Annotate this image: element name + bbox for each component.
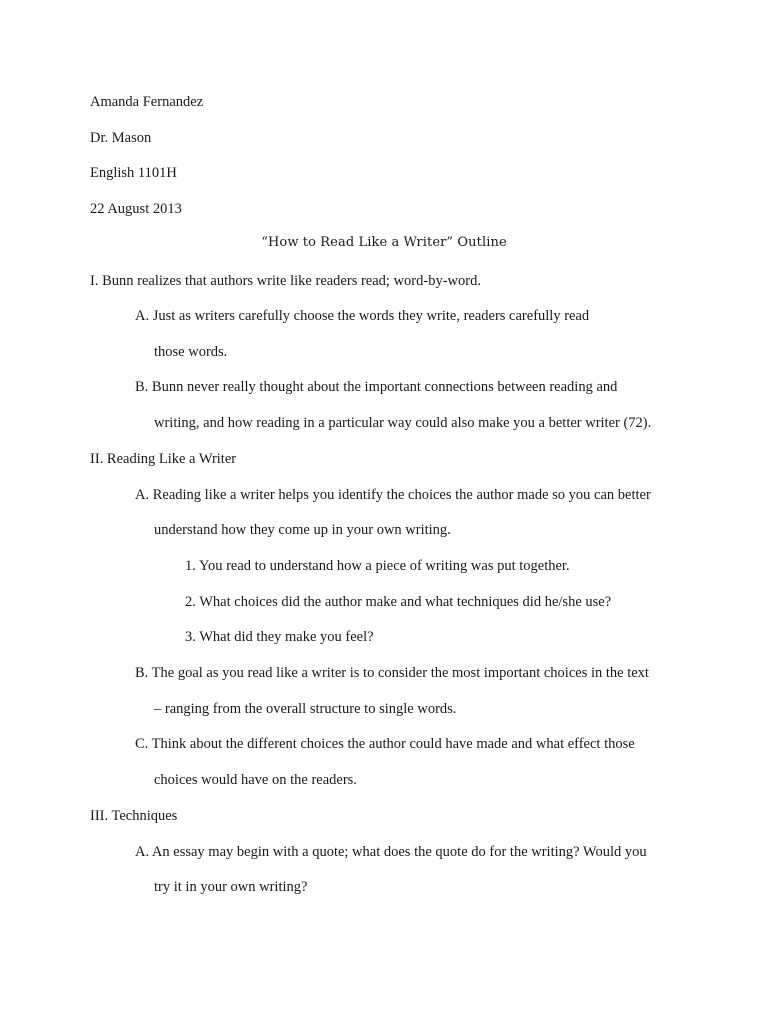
course-name: English 1101H [90, 165, 177, 181]
instructor-name: Dr. Mason [90, 130, 152, 146]
section-1-point-b-line-2: writing, and how reading in a particular way could also make you a better writer (72). [154, 415, 652, 431]
section-2-heading: II. Reading Like a Writer [90, 451, 237, 467]
section-1-point-b-line-1: B. Bunn never really thought about the important connections between reading and [135, 379, 618, 395]
section-1-point-a-line-1: A. Just as writers carefully choose the words they write, readers carefully read [135, 308, 590, 324]
section-3-point-a-line-1: A. An essay may begin with a quote; what does the quote do for the writing? Would you [135, 844, 647, 860]
section-2-point-b-line-2: – ranging from the overall structure to single words. [154, 701, 457, 717]
section-3-heading: III. Techniques [90, 808, 178, 824]
section-2-subpoint-2: 2. What choices did the author make and what techniques did he/she use? [185, 594, 612, 610]
section-3-point-a-line-2: try it in your own writing? [154, 879, 308, 895]
section-2-subpoint-3: 3. What did they make you feel? [185, 629, 374, 645]
section-1-point-a-line-2: those words. [154, 344, 228, 360]
section-2-point-a-line-1: A. Reading like a writer helps you identify the choices the author made so you can better [135, 487, 651, 503]
section-1-heading: I. Bunn realizes that authors write like readers read; word-by-word. [90, 273, 481, 289]
section-2-point-c-line-2: choices would have on the readers. [154, 772, 357, 788]
author-name: Amanda Fernandez [90, 94, 204, 110]
section-2-point-c-line-1: C. Think about the different choices the author could have made and what effect those [135, 736, 635, 752]
document-date: 22 August 2013 [90, 201, 182, 217]
document-title: “How to Read Like a Writer” Outline [261, 235, 507, 250]
section-2-subpoint-1: 1. You read to understand how a piece of writing was put together. [185, 558, 570, 574]
section-2-point-a-line-2: understand how they come up in your own writing. [154, 522, 451, 538]
section-2-point-b-line-1: B. The goal as you read like a writer is to consider the most important choices in the text [135, 665, 649, 681]
